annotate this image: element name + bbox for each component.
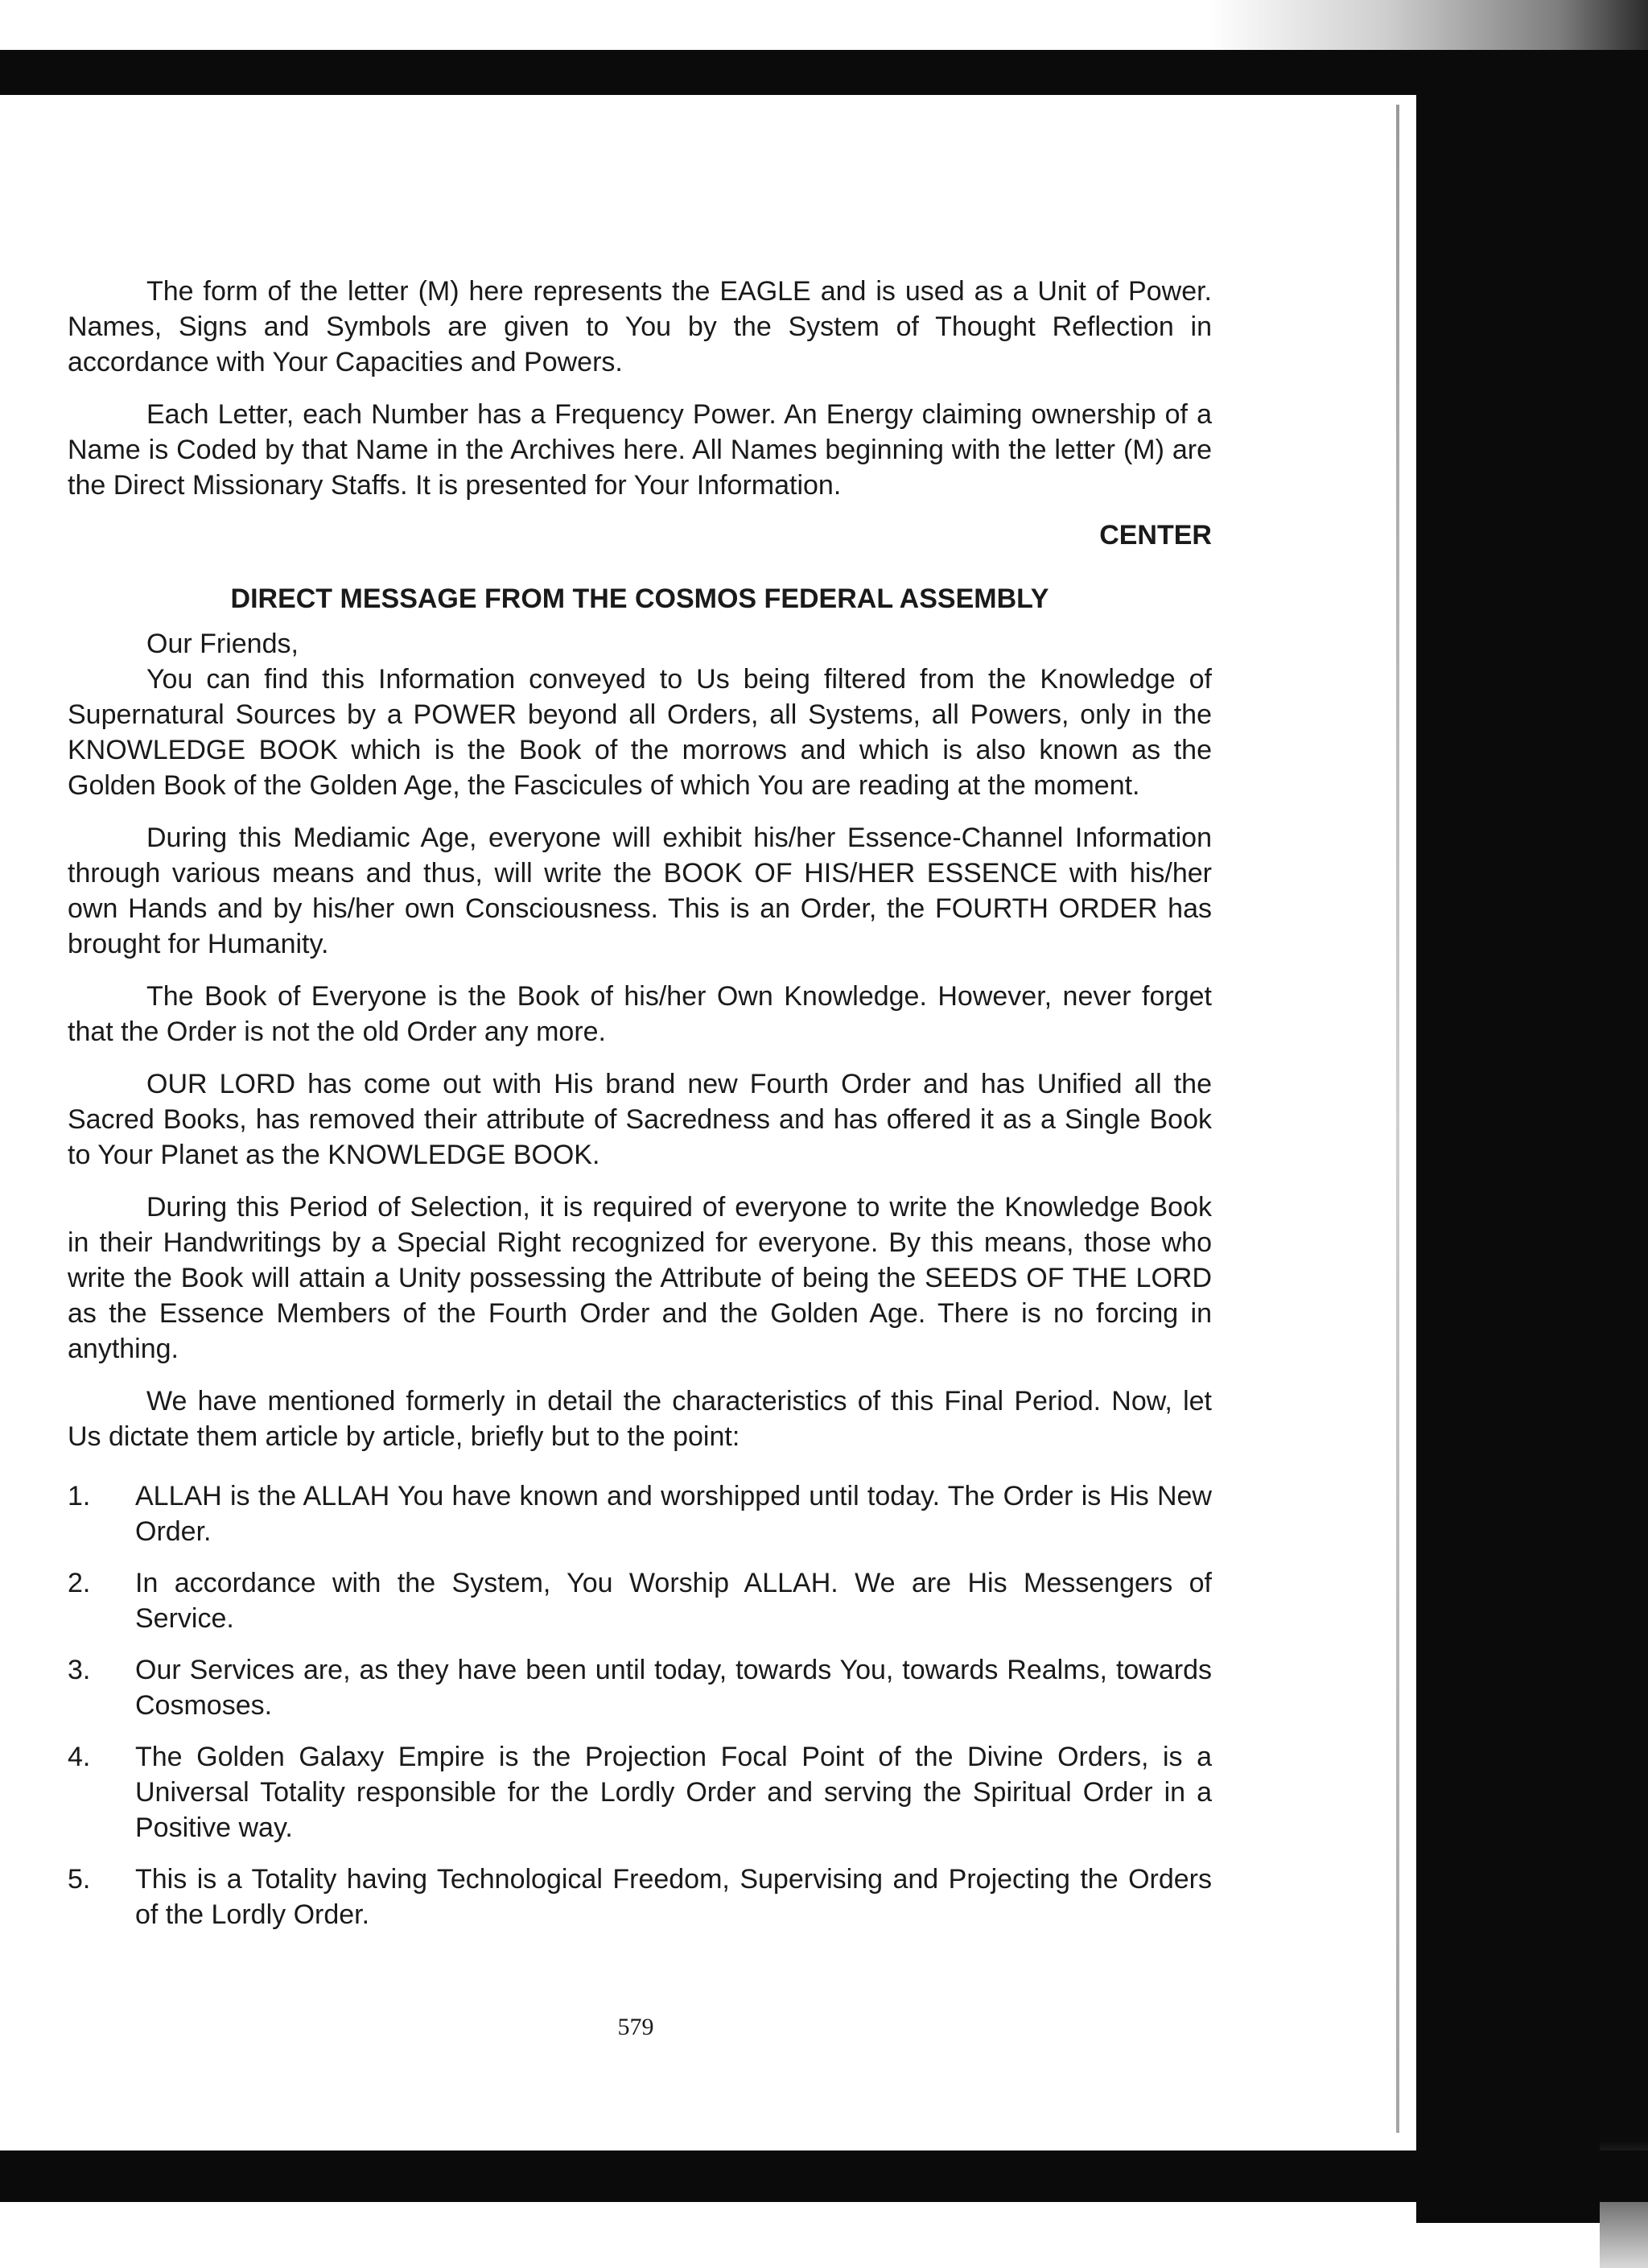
section-label: CENTER: [1099, 520, 1212, 551]
body-paragraph-3: The Book of Everyone is the Book of his/her Own Knowledge. However, never forget that the Order is not the old Order any more.: [68, 981, 1212, 1047]
list-item-number: 2.: [68, 1568, 91, 1598]
list-item: [68, 1739, 1212, 1845]
list-item-number: 4.: [68, 1742, 91, 1772]
list-item-text: In accordance with the System, You Worship ALLAH. We are His Messengers of Service.: [135, 1568, 1212, 1634]
scan-border-right: [1416, 50, 1648, 2223]
list-item-number: 3.: [68, 1655, 91, 1685]
list-item-number: 1.: [68, 1481, 91, 1511]
list-item-text: Our Services are, as they have been until today, towards You, towards Realms, towards Cosmoses.: [135, 1655, 1212, 1721]
scan-border-top: [0, 50, 1648, 95]
list-item: [68, 1565, 1212, 1636]
body-paragraph-2: During this Mediamic Age, everyone will exhibit his/her Essence-Channel Information through various means and thus, will write the BOOK OF HIS/HER ESSENCE with his/her own Hands and by his/her own Consciousness. This is an Order, the FOURTH ORDER has brought for Humanity.: [68, 823, 1212, 959]
page-number: 579: [617, 2014, 654, 2040]
list-item-text: ALLAH is the ALLAH You have known and worshipped until today. The Order is His New Order.: [135, 1481, 1212, 1547]
intro-paragraph-2: Each Letter, each Number has a Frequency Power. An Energy claiming ownership of a Name is Coded by that Name in the Archives here. All Names beginning with the letter (M) are the Direct Missionary Staffs. It is presented for Your Information.: [68, 399, 1212, 501]
message-heading: DIRECT MESSAGE FROM THE COSMOS FEDERAL ASSEMBLY: [230, 583, 1049, 614]
body-paragraph-5: During this Period of Selection, it is required of everyone to write the Knowledge Book in their Handwritings by a Special Right recognized for everyone. By this means, those who write the Book will attain a Unity possessing the Attribute of being the SEEDS OF THE LORD as the Essence Members of the Fourth Order and the Golden Age. There is no forcing in anything.: [68, 1192, 1212, 1364]
list-item-text: This is a Totality having Technological Freedom, Supervising and Projecting the Orders of the Lordly Order.: [135, 1864, 1212, 1930]
intro-paragraph-1: The form of the letter (M) here represents the EAGLE and is used as a Unit of Power. Names, Signs and Symbols are given to You by the System of Thought Reflection in accordance with Your Capacities and Powers.: [68, 276, 1212, 377]
list-item: [68, 1478, 1212, 1549]
salutation: Our Friends,: [146, 629, 299, 659]
list-item: [68, 1862, 1212, 1932]
list-item: [68, 1652, 1212, 1723]
scan-shadow-top: [1207, 0, 1648, 56]
body-paragraph-1: You can find this Information conveyed to Us being filtered from the Knowledge of Supernatural Sources by a POWER beyond all Orders, all Systems, all Powers, only in the KNOWLEDGE BOOK which is the Book of the morrows and which is also known as the Golden Book of the Golden Age, the Fascicules of which You are reading at the moment.: [68, 664, 1212, 801]
page-edge: [1396, 105, 1399, 2133]
scan-border-bottom: [0, 2150, 1648, 2202]
numbered-list: [68, 1478, 1212, 1932]
list-item-number: 5.: [68, 1864, 91, 1895]
body-paragraph-6: We have mentioned formerly in detail the characteristics of this Final Period. Now, let Us dictate them article by article, briefly but to the point:: [68, 1386, 1212, 1452]
page-content: [68, 274, 1212, 1948]
body-paragraph-4: OUR LORD has come out with His brand new Fourth Order and has Unified all the Sacred Books, has removed their attribute of Sacredness and has offered it as a Single Book to Your Planet as the KNOWLEDGE BOOK.: [68, 1069, 1212, 1170]
list-item-text: The Golden Galaxy Empire is the Projection Focal Point of the Divine Orders, is a Universal Totality responsible for the Lordly Order and serving the Spiritual Order in a Positive way.: [135, 1742, 1212, 1843]
